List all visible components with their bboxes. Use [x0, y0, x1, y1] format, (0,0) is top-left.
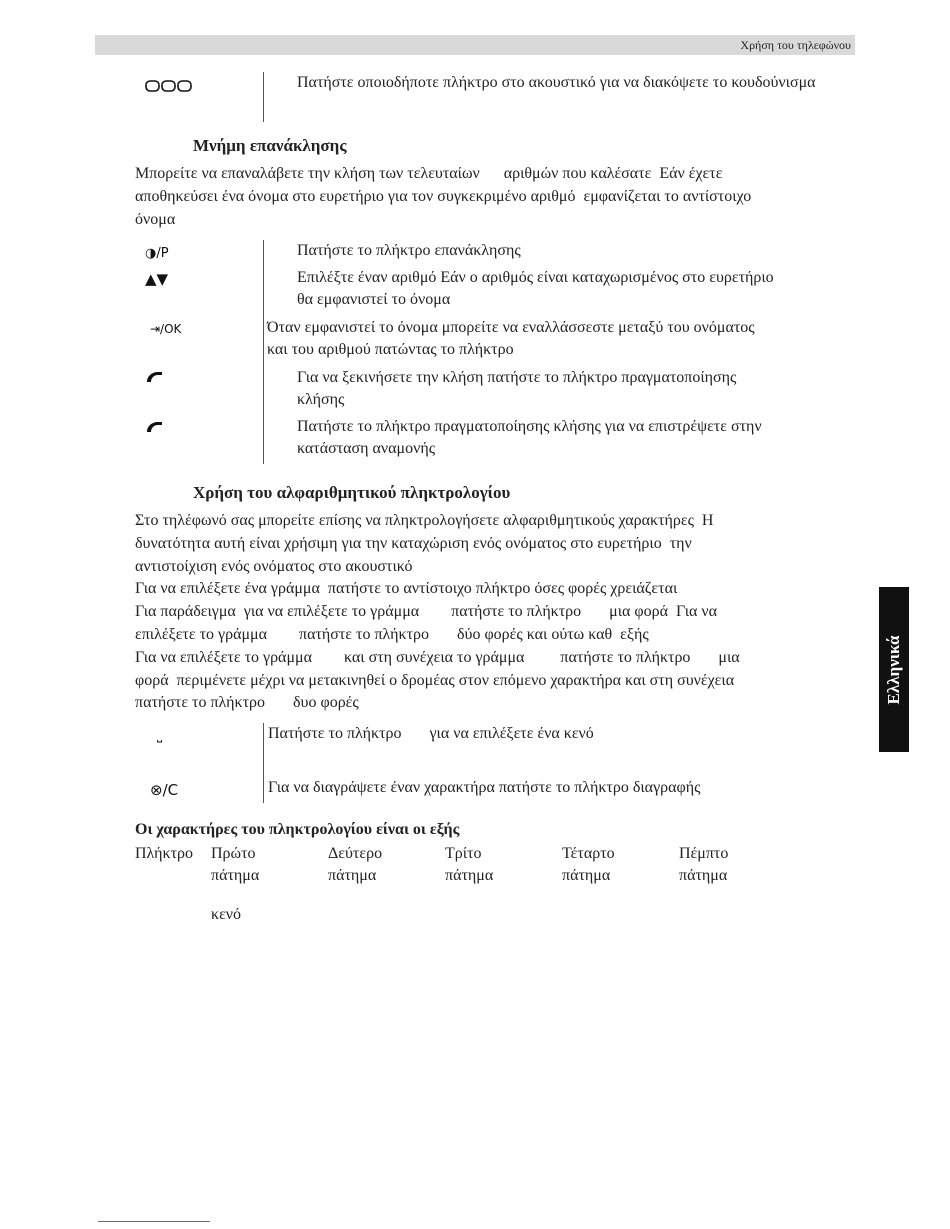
alpha-line: Για παράδειγμα για να επιλέξετε το γράμμα πατήστε το πλήκτρο μια φορά Για να [135, 603, 718, 620]
redial-step-text: και του αριθμού πατώντας το πλήκτρο [267, 341, 514, 358]
alpha-line: δυνατότητα αυτή είναι χρήσιμη για την καταχώριση ενός ονόματος στο ευρετήριο την [135, 535, 692, 552]
delete-c-icon: ⊗/C [150, 781, 179, 799]
page-header [95, 35, 855, 55]
alpha-line: επιλέξετε το γράμμα πατήστε το πλήκτρο δύο φορές και ούτω καθ εξής [135, 626, 649, 643]
alpha-step-text: Πατήστε το πλήκτρο για να επιλέξετε ένα κενό [268, 725, 594, 742]
redial-step-text: Όταν εμφανιστεί το όνομα μπορείτε να εναλλάσσεστε μεταξύ του ονόματος [267, 319, 755, 336]
alpha-line: Για να επιλέξετε ένα γράμμα πατήστε το αντίστοιχο πλήκτρο όσες φορές χρειάζεται [135, 580, 678, 597]
redial-intro-line: όνομα [135, 211, 176, 228]
alpha-line: φορά περιμένετε μέχρι να μετακινηθεί ο δρομέας στον επόμενο χαρακτήρα και στη συνέχεια [135, 672, 735, 689]
divider-line [263, 72, 264, 122]
language-tab-label: Ελληνικά [884, 635, 903, 704]
divider-line [263, 723, 264, 803]
alpha-line: πατήστε το πλήκτρο δυο φορές [135, 694, 359, 711]
redial-step-text: Για να ξεκινήσετε την κλήση πατήστε το πλήκτρο πραγματοποίησης [297, 369, 737, 386]
ooo-keys-icon [145, 78, 193, 98]
table-header-col: Τέταρτο [562, 845, 615, 862]
alpha-line: Στο τηλέφωνό σας μπορείτε επίσης να πληκτρολογήσετε αλφαριθμητικούς χαρακτήρες Η [135, 512, 714, 529]
call-handset-icon [145, 370, 165, 388]
table-header-col: πάτημα [679, 867, 728, 884]
table-header-col: πάτημα [562, 867, 611, 884]
redial-step-text: Πατήστε το πλήκτρο πραγματοποίησης κλήσης για να επιστρέψετε στην [297, 418, 762, 435]
space-key-icon: ⎵ [157, 728, 163, 743]
alpha-step-text: Για να διαγράψετε έναν χαρακτήρα πατήστε το πλήκτρο διαγραφής [268, 779, 701, 796]
divider-line [263, 240, 264, 464]
call-handset-icon [145, 420, 165, 438]
table-header-col: πάτημα [211, 867, 260, 884]
redial-intro-line: Μπορείτε να επαναλάβετε την κλήση των τελευταίων αριθμών που καλέσατε Εάν έχετε [135, 165, 723, 182]
redial-p-icon: ◑/P [145, 246, 169, 261]
table-header-key: Πλήκτρο [135, 845, 194, 862]
footnote-divider [98, 1221, 210, 1222]
redial-step-text: κλήσης [297, 391, 345, 408]
alpha-line: αντιστοίχιση ενός ονόματος στο ακουστικό [135, 558, 413, 575]
ok-enter-icon: ⇥/OK [150, 322, 182, 336]
table-header-col: Δεύτερο [328, 845, 383, 862]
top-row-text: Πατήστε οποιοδήποτε πλήκτρο στο ακουστικό για να διακόψετε το κουδούνισμα [297, 74, 816, 91]
table-header-col: Πέμπτο [679, 845, 729, 862]
table-header-col: πάτημα [445, 867, 494, 884]
redial-step-text: Πατήστε το πλήκτρο επανάκλησης [297, 242, 521, 259]
alpha-line: Για να επιλέξετε το γράμμα και στη συνέχεια το γράμμα πατήστε το πλήκτρο μια [135, 649, 740, 666]
alpha-title: Χρήση του αλφαριθμητικού πληκτρολογίου [193, 483, 511, 502]
redial-intro-line: αποθηκεύσει ένα όνομα στο ευρετήριο για τον συγκεκριμένο αριθμό εμφανίζεται το αντίστοιχο [135, 188, 752, 205]
up-down-arrows-icon: ▲▼ [145, 270, 169, 288]
keyboard-table-title: Οι χαρακτήρες του πληκτρολογίου είναι οι εξής [135, 821, 460, 838]
page-header-title: Χρήση του τηλεφώνου [740, 38, 851, 52]
table-header-col: Πρώτο [211, 845, 256, 862]
redial-step-text: κατάσταση αναμονής [297, 440, 436, 457]
table-header-col: πάτημα [328, 867, 377, 884]
table-cell-space: κενό [211, 906, 242, 923]
table-header-col: Τρίτο [445, 845, 482, 862]
redial-step-text: θα εμφανιστεί το όνομα [297, 291, 451, 308]
redial-step-text: Επιλέξτε έναν αριθμό Εάν ο αριθμός είναι καταχωρισμένος στο ευρετήριο [297, 269, 774, 286]
language-tab [879, 587, 909, 752]
redial-title: Μνήμη επανάκλησης [193, 136, 347, 155]
